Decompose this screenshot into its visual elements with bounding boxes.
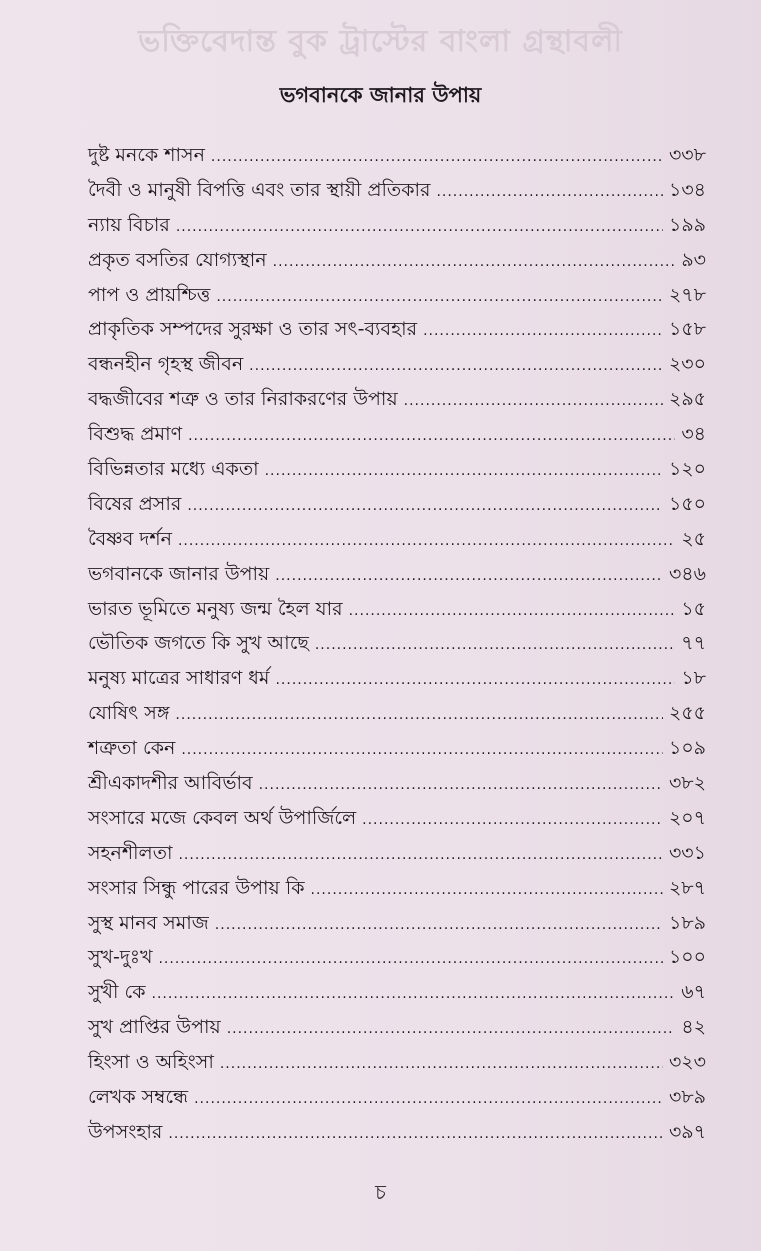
toc-entry xyxy=(88,803,706,838)
entry-page-number: ২৩০ xyxy=(668,353,706,376)
entry-title: সুখ-দুঃখ xyxy=(88,946,153,969)
toc-entry xyxy=(88,314,706,349)
table-of-contents xyxy=(88,140,706,1152)
entry-page-number: ৩৩১ xyxy=(668,841,706,864)
entry-page-number: ২৫৫ xyxy=(668,702,706,725)
entry-title: সুখ প্রাপ্তির উপায় xyxy=(88,1016,221,1039)
entry-title: প্রাকৃতিক সম্পদের সুরক্ষা ও তার সৎ-ব্যবহার xyxy=(88,318,418,341)
dot-leader xyxy=(275,665,675,695)
entry-title: সুখী কে xyxy=(88,981,146,1004)
dot-leader xyxy=(311,875,663,905)
dot-leader xyxy=(168,1119,663,1149)
dot-leader xyxy=(188,421,675,451)
entry-page-number: ১৯৯ xyxy=(669,213,706,236)
entry-page-number: ১৫ xyxy=(681,597,706,620)
entry-page-number: ১০০ xyxy=(668,946,706,969)
toc-entry xyxy=(88,419,706,454)
entry-page-number: ২০৭ xyxy=(668,806,706,829)
entry-page-number: ২৫ xyxy=(681,527,706,550)
dot-leader xyxy=(215,910,663,940)
dot-leader xyxy=(273,247,676,277)
toc-entry xyxy=(88,698,706,733)
entry-title: লেখক সম্বন্ধে xyxy=(88,1086,189,1109)
toc-entry xyxy=(88,838,706,873)
toc-entry xyxy=(88,733,706,768)
toc-entry xyxy=(88,977,706,1012)
toc-entry xyxy=(88,594,706,629)
entry-title: হিংসা ও অহিংসা xyxy=(88,1051,214,1074)
toc-entry xyxy=(88,175,706,210)
toc-entry xyxy=(88,768,706,803)
dot-leader xyxy=(275,561,663,591)
dot-leader xyxy=(194,1084,663,1114)
entry-title: প্রকৃত বসতির যোগ্যস্থান xyxy=(88,248,267,271)
dot-leader xyxy=(181,735,663,765)
entry-page-number: ১৮ xyxy=(681,667,706,690)
entry-page-number: ৭৭ xyxy=(681,632,706,655)
entry-title: ভগবানকে জানার উপায় xyxy=(88,562,270,585)
entry-title: শত্রুতা কেন xyxy=(88,737,176,760)
dot-leader xyxy=(362,805,663,835)
dot-leader xyxy=(187,491,663,521)
entry-title: বদ্ধজীবের শত্রু ও তার নিরাকরণের উপায় xyxy=(88,388,398,411)
entry-title: শ্রীএকাদশীর আবির্ভাব xyxy=(88,772,253,795)
entry-page-number: ২৯৫ xyxy=(668,388,706,411)
entry-title: মনুষ্য মাত্রের সাধারণ ধর্ম xyxy=(88,667,270,690)
entry-title: ভারত ভূমিতে মনুষ্য জন্ম হৈল যার xyxy=(88,597,343,620)
entry-page-number: ২৭৮ xyxy=(668,283,706,306)
toc-entry xyxy=(88,942,706,977)
entry-page-number: ৩৯৭ xyxy=(668,1120,706,1143)
toc-entry xyxy=(88,873,706,908)
entry-page-number: ৩৩৮ xyxy=(668,144,706,166)
toc-entry xyxy=(88,1117,706,1152)
entry-page-number: ১৫০ xyxy=(668,492,706,515)
entry-title: যোষিৎ সঙ্গ xyxy=(88,702,170,725)
page-title: ভগবানকে জানার উপায় xyxy=(279,83,482,107)
entry-page-number: ৩৪৬ xyxy=(668,562,706,585)
dot-leader xyxy=(158,944,662,974)
entry-title: বন্ধনহীন গৃহস্থ জীবন xyxy=(88,353,244,376)
entry-title: সংসার সিন্ধু পারের উপায় কি xyxy=(88,876,305,899)
entry-page-number: ৩৮৯ xyxy=(668,1086,706,1109)
entry-title: পাপ ও প্রায়শ্চিত্ত xyxy=(88,283,211,306)
toc-entry xyxy=(88,663,706,698)
dot-leader xyxy=(175,700,663,730)
entry-title: সুস্থ মানব সমাজ xyxy=(88,911,209,934)
entry-page-number: ২৮৭ xyxy=(668,876,706,899)
dot-leader xyxy=(178,526,675,556)
entry-page-number: ৯৩ xyxy=(681,248,706,271)
page-number: চ xyxy=(375,1180,386,1204)
toc-entry xyxy=(88,559,706,594)
entry-page-number: ১৮৯ xyxy=(669,911,706,934)
entry-page-number: ৩৪ xyxy=(681,423,706,446)
dot-leader xyxy=(259,770,663,800)
dot-leader xyxy=(436,177,663,207)
entry-title: ন্যায় বিচার xyxy=(88,213,170,236)
entry-title: বিভিন্নতার মধ্যে একতা xyxy=(88,458,259,481)
dot-leader xyxy=(349,596,676,626)
dot-leader xyxy=(265,456,663,486)
toc-entry xyxy=(88,1047,706,1082)
entry-page-number: ১০৯ xyxy=(668,737,706,760)
dot-leader xyxy=(220,1049,663,1079)
toc-entry xyxy=(88,489,706,524)
entry-title: দৈবী ও মানুষী বিপত্তি এবং তার স্থায়ী প্রতিকার xyxy=(88,178,431,201)
entry-title: ভৌতিক জগতে কি সুখ আছে xyxy=(88,632,309,655)
entry-title: সংসারে মজে কেবল অর্থ উপার্জিলে xyxy=(88,806,357,829)
dot-leader xyxy=(315,630,675,660)
dot-leader xyxy=(227,1014,676,1044)
toc-entry xyxy=(88,245,706,280)
toc-entry xyxy=(88,349,706,384)
dot-leader xyxy=(404,386,663,416)
entry-page-number: ৩২৩ xyxy=(668,1051,706,1074)
entry-title: বিশুদ্ধ প্রমাণ xyxy=(88,423,183,446)
dot-leader xyxy=(211,142,663,172)
entry-title: উপসংহার xyxy=(88,1120,163,1143)
dot-leader xyxy=(152,979,676,1009)
dot-leader xyxy=(178,840,662,870)
toc-entry xyxy=(88,1082,706,1117)
entry-title: দুষ্ট মনকে শাসন xyxy=(88,144,205,166)
toc-entry xyxy=(88,454,706,489)
entry-page-number: ১২০ xyxy=(668,458,706,481)
entry-page-number: ৪২ xyxy=(681,1016,706,1039)
entry-page-number: ১৫৮ xyxy=(669,318,706,341)
dot-leader xyxy=(176,212,663,242)
toc-entry xyxy=(88,1012,706,1047)
entry-title: বৈষ্ণব দর্শন xyxy=(88,527,172,550)
toc-entry xyxy=(88,280,706,315)
entry-page-number: ৬৭ xyxy=(681,981,706,1004)
bleed-through-heading: ভক্তিবেদান্ত বুক ট্রাস্টের বাংলা গ্রন্থাবলী xyxy=(137,24,624,59)
entry-title: সহনশীলতা xyxy=(88,841,173,864)
toc-entry xyxy=(88,210,706,245)
toc-entry xyxy=(88,628,706,663)
toc-entry xyxy=(88,524,706,559)
toc-entry xyxy=(88,908,706,943)
entry-page-number: ১৩৪ xyxy=(668,178,706,201)
dot-leader xyxy=(216,282,663,312)
dot-leader xyxy=(249,351,663,381)
entry-page-number: ৩৮২ xyxy=(668,772,706,795)
dot-leader xyxy=(423,316,663,346)
entry-title: বিষের প্রসার xyxy=(88,492,182,515)
toc-entry xyxy=(88,140,706,175)
toc-entry xyxy=(88,384,706,419)
